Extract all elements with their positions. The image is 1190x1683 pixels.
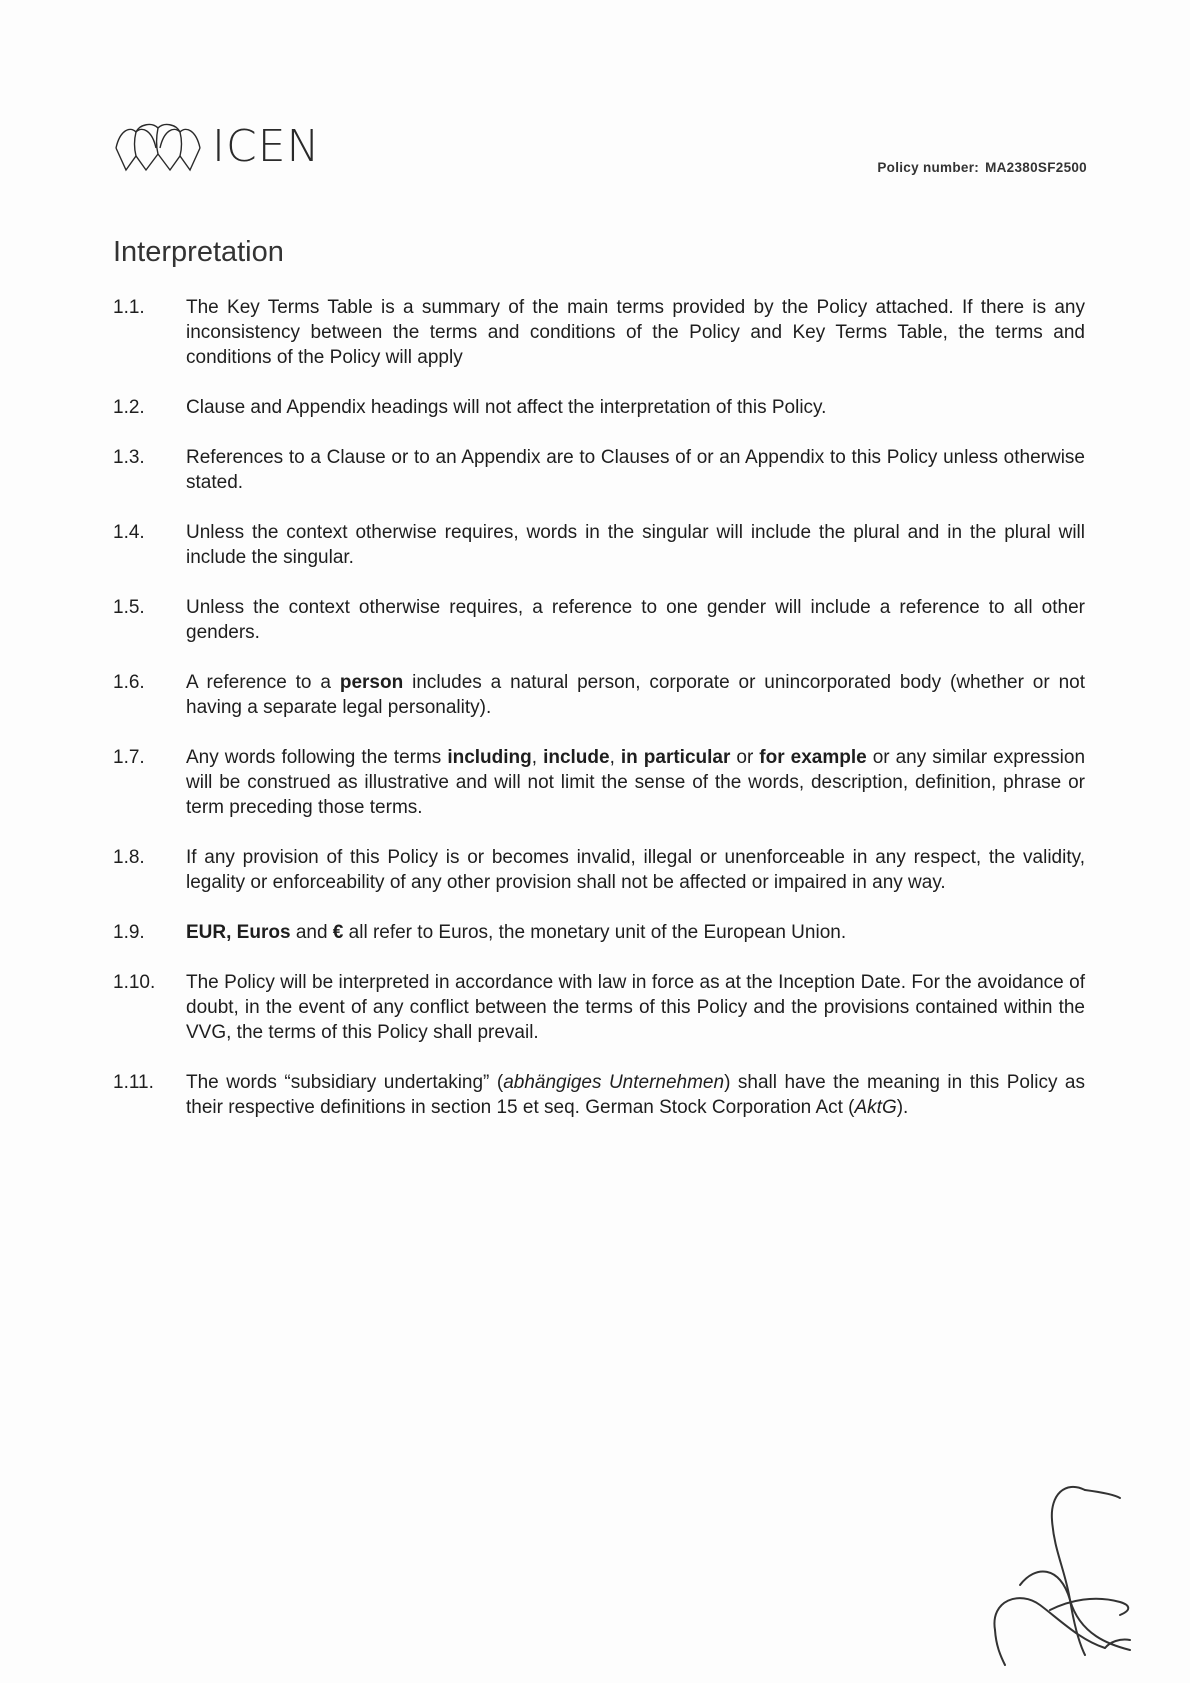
clause-1-7 — [113, 745, 1085, 820]
clause-number: 1.6. — [113, 672, 145, 693]
clause-1-11 — [113, 1070, 1085, 1120]
defined-term: person — [339, 672, 404, 693]
clause-number: 1.4. — [113, 522, 145, 543]
defined-term: in particular — [620, 747, 731, 768]
text-part: , — [609, 747, 615, 768]
handwritten-initials — [980, 1470, 1170, 1670]
clause-number: 1.11. — [113, 1072, 154, 1093]
company-logo — [112, 118, 320, 178]
clause-1-2 — [113, 395, 1085, 420]
clause-1-1 — [113, 295, 1085, 370]
defined-term: € — [332, 922, 344, 943]
text-part: Any words following the terms — [186, 747, 442, 768]
clause-number: 1.9. — [113, 922, 145, 943]
clause-number: 1.3. — [113, 447, 145, 468]
defined-term: EUR, Euros — [186, 922, 291, 943]
clause-text: If any provision of this Policy is or becomes invalid, illegal or unenforceable in any respect, the validity, legality or enforceability of any other provision shall not be affected or impaired in any way. — [186, 847, 1085, 893]
clause-text: The Key Terms Table is a summary of the main terms provided by the Policy attached. If there is any inconsistency between the terms and conditions of the Policy and Key Terms Table, the terms and conditions of the Policy will apply — [186, 297, 1085, 368]
defined-term: including — [447, 747, 532, 768]
german-term: abhängiges Unternehmen — [503, 1072, 725, 1093]
clause-1-6 — [113, 670, 1085, 720]
text-part: , — [531, 747, 538, 768]
clause-1-10 — [113, 970, 1085, 1045]
clause-text: Clause and Appendix headings will not affect the interpretation of this Policy. — [186, 397, 827, 418]
clause-text: The Policy will be interpreted in accordance with law in force as at the Inception Date. For the avoidance of doubt, in the event of any conflict between the terms of this Policy and the provisions contained within the VVG, the terms of this Policy shall prevail. — [186, 972, 1085, 1043]
text-part: A reference to a — [186, 672, 331, 693]
clause-number: 1.8. — [113, 847, 145, 868]
clause-text — [186, 920, 1085, 945]
clause-text — [186, 1070, 1085, 1120]
defined-term: for example — [759, 747, 867, 768]
clause-1-5 — [113, 595, 1085, 645]
clause-number: 1.10. — [113, 972, 156, 993]
logo-wordmark: ICEN — [212, 120, 321, 172]
page-title: Interpretation — [113, 236, 284, 268]
clause-number: 1.5. — [113, 597, 145, 618]
clause-1-9 — [113, 920, 1085, 945]
text-part: includes a natural person, corporate or unincorporated body (whether or not having a separate legal personality). — [186, 672, 1085, 718]
clause-1-3 — [113, 445, 1085, 495]
policy-number-value: MA2380SF2500 — [985, 160, 1087, 175]
clause-1-8 — [113, 845, 1085, 895]
text-part: all refer to Euros, the monetary unit of the European Union. — [348, 922, 847, 943]
text-part: or — [736, 747, 754, 768]
clause-number: 1.2. — [113, 397, 145, 418]
text-part: and — [295, 922, 328, 943]
policy-number — [877, 160, 1087, 175]
text-part: The words “subsidiary undertaking” ( — [186, 1072, 504, 1093]
arches-logo-icon — [112, 118, 204, 178]
german-term: AktG — [854, 1097, 897, 1118]
text-part: ) shall have the meaning in this Policy as their respective definitions in section 15 et seq. German Stock Corporation Act ( — [186, 1072, 1085, 1118]
clause-text — [186, 745, 1085, 820]
clause-text: Unless the context otherwise requires, a reference to one gender will include a reference to all other genders. — [186, 597, 1085, 643]
policy-number-label: Policy number: — [877, 160, 980, 175]
defined-term: include — [543, 747, 610, 768]
clause-text: References to a Clause or to an Appendix are to Clauses of or an Appendix to this Policy unless otherwise stated. — [186, 447, 1085, 493]
clause-number: 1.7. — [113, 747, 145, 768]
clause-text — [186, 670, 1085, 720]
clause-text: Unless the context otherwise requires, words in the singular will include the plural and in the plural will include the singular. — [186, 522, 1085, 568]
clause-list — [113, 295, 1085, 1145]
clause-1-4 — [113, 520, 1085, 570]
text-part: ). — [896, 1097, 909, 1118]
text-part: or any similar expression will be construed as illustrative and will not limit the sense of the words, description, definition, phrase or term preceding those terms. — [186, 747, 1086, 818]
clause-number: 1.1. — [113, 297, 145, 318]
